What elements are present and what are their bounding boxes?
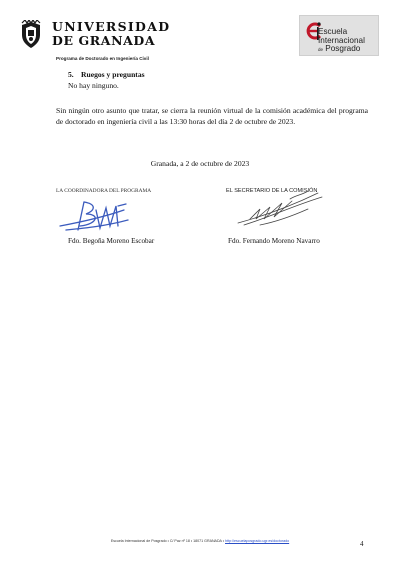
- signer-name-left: Fdo. Begoña Moreno Escobar: [68, 237, 155, 245]
- place-date: Granada, a 2 de octubre de 2023: [150, 159, 250, 168]
- school-name-de: de: [318, 47, 324, 52]
- university-crest-logo: [16, 20, 46, 50]
- university-name: [52, 20, 170, 48]
- page-number: 4: [360, 540, 364, 548]
- signature-role-right: EL SECRETARIO DE LA COMISIÓN: [226, 188, 318, 194]
- signature-image-right: [230, 189, 330, 229]
- university-name-line1: UNIVERSIDAD: [52, 19, 171, 34]
- closing-paragraph: Sin ningún otro asunto que tratar, se cierra la reunión virtual de la comisión académica del programa de doctorado en ingeniería civil a las 13:30 horas del día 2 de octubre de 2023.: [56, 106, 368, 126]
- school-name-line3: [318, 45, 365, 54]
- signature-image-left: [56, 196, 136, 236]
- program-label: Programa de Doctorado en Ingeniería Civil: [56, 56, 149, 61]
- signer-name-right: Fdo. Fernando Moreno Navarro: [228, 237, 320, 245]
- section-body: No hay ninguno.: [68, 81, 119, 90]
- footer-link[interactable]: http://escuelaposgrado.ugr.es/doctorado: [225, 539, 290, 543]
- school-name-posgrado: Posgrado: [325, 44, 361, 53]
- school-name-line1: Escuela: [318, 27, 348, 36]
- section-title: Ruegos y preguntas: [81, 70, 145, 79]
- school-logo-text: [318, 28, 365, 54]
- footer-text: Escuela Internacional de Posgrado • C/ Paz nº 18 • 18071 GRANADA •: [110, 539, 225, 543]
- university-name-line2: DE GRANADA: [52, 33, 156, 48]
- school-name-line2: Internacional: [318, 35, 365, 45]
- page-footer: [0, 539, 400, 543]
- section-number: 5.: [68, 70, 74, 79]
- signature-role-left: LA COORDINADORA DEL PROGRAMA: [56, 188, 152, 194]
